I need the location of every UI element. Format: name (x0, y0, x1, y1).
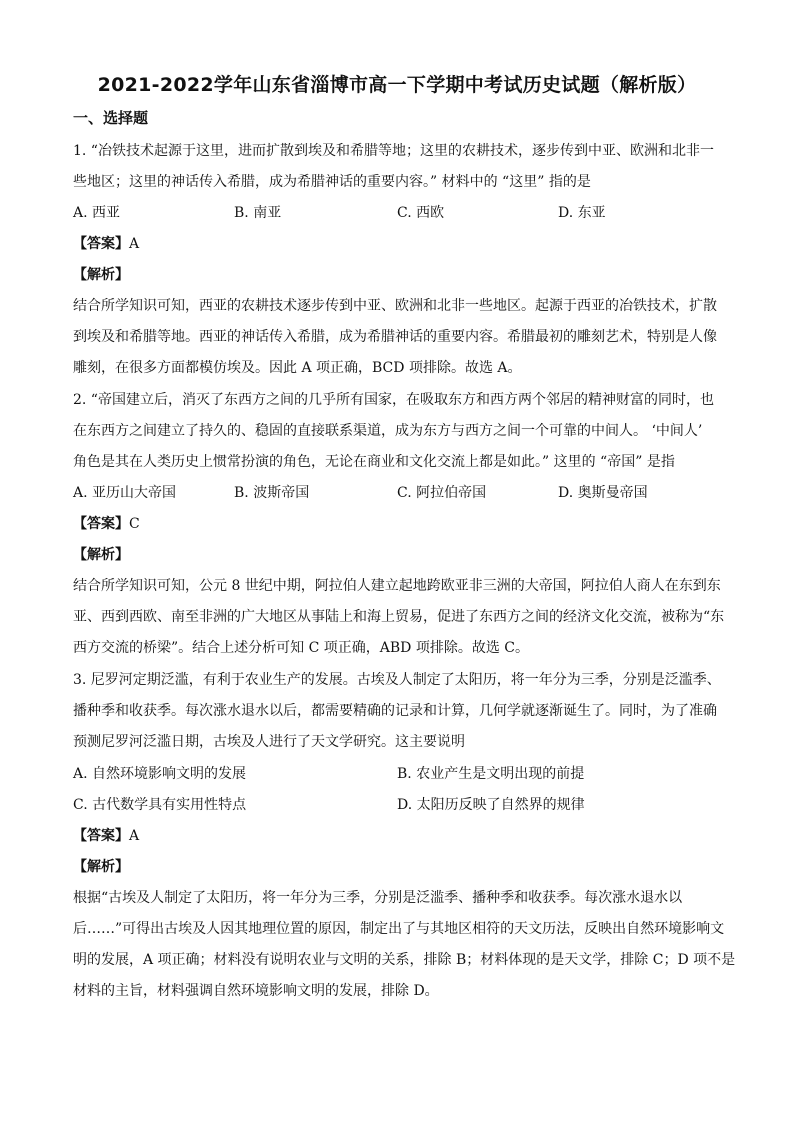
question-2-analysis-line-2: 亚、西到西欧、南至非洲的广大地区从事陆上和海上贸易，促进了东西方之间的经济文化交流，被称为“东 (73, 609, 725, 625)
answer-value: C (129, 516, 140, 532)
question-3-analysis-line-2: 后……”可得出古埃及人因其地理位置的原因，制定出了与其地区相符的天文历法，反映出自然环境影响文 (73, 921, 725, 937)
question-2-stem-line-2: 在东西方之间建立了持久的、稳固的直接联系渠道，成为东方与西方之间一个可靠的中间人。 ‘中间人’ (73, 423, 703, 439)
question-1-option-d: D. 东亚 (558, 205, 606, 221)
question-1-analysis-label: 【解析】 (73, 267, 129, 283)
question-2-analysis-label: 【解析】 (73, 547, 129, 563)
question-3-stem-line-3: 预测尼罗河泛滥日期，古埃及人进行了天文学研究。这主要说明 (73, 734, 465, 750)
question-2-analysis-line-3: 西方交流的桥梁”。结合上述分析可知 C 项正确，ABD 项排除。故选 C。 (73, 640, 530, 656)
question-1-answer (73, 235, 139, 253)
answer-label: 【答案】 (73, 236, 129, 252)
question-3-option-a: A. 自然环境影响文明的发展 (73, 766, 247, 782)
page-title: 2021-2022学年山东省淄博市高一下学期中考试历史试题（解析版） (97, 74, 697, 96)
question-2-answer (73, 515, 140, 533)
question-1-analysis-line-1: 结合所学知识可知，西亚的农耕技术逐步传到中亚、欧洲和北非一些地区。起源于西亚的冶铁技术，扩散 (73, 298, 717, 314)
question-3-option-d: D. 太阳历反映了自然界的规律 (397, 797, 585, 813)
answer-label: 【答案】 (73, 516, 129, 532)
question-3-answer (73, 827, 139, 845)
question-2-stem-line-3: 角色是其在人类历史上惯常扮演的角色，无论在商业和文化交流上都是如此。” 这里的 “帝国” 是指 (73, 454, 675, 470)
question-3-option-c: C. 古代数学具有实用性特点 (73, 797, 247, 813)
question-1-option-c: C. 西欧 (397, 205, 445, 221)
question-1-analysis-line-2: 到埃及和希腊等地。西亚的神话传入希腊，成为希腊神话的重要内容。希腊最初的雕刻艺术，特别是人像 (73, 329, 717, 345)
question-2-stem-line-1: 2. “帝国建立后，消灭了东西方之间的几乎所有国家，在吸取东方和西方两个邻居的精神财富的同时，也 (73, 392, 714, 408)
question-2-analysis-line-1: 结合所学知识可知，公元 8 世纪中期，阿拉伯人建立起地跨欧亚非三洲的大帝国，阿拉伯人商人在东到东 (73, 578, 721, 594)
question-2-option-a: A. 亚历山大帝国 (73, 485, 177, 501)
answer-value: A (129, 236, 140, 252)
question-3-analysis-line-3: 明的发展，A 项正确；材料没有说明农业与文明的关系，排除 B；材料体现的是天文学，排除 C；D 项不是 (73, 952, 736, 968)
question-2-option-b: B. 波斯帝国 (234, 485, 310, 501)
answer-label: 【答案】 (73, 828, 129, 844)
question-3-analysis-line-4: 材料的主旨，材料强调自然环境影响文明的发展，排除 D。 (73, 983, 439, 999)
question-3-stem-line-1: 3. 尼罗河定期泛滥，有利于农业生产的发展。古埃及人制定了太阳历，将一年分为三季，分别是泛滥季、 (73, 672, 721, 688)
question-1-stem-line-1: 1. “冶铁技术起源于这里，进而扩散到埃及和希腊等地；这里的农耕技术，逐步传到中亚、欧洲和北非一 (73, 143, 714, 159)
question-3-option-b: B. 农业产生是文明出现的前提 (397, 766, 585, 782)
question-1-option-b: B. 南亚 (234, 205, 282, 221)
question-3-analysis-label: 【解析】 (73, 859, 129, 875)
question-2-option-d: D. 奥斯曼帝国 (558, 485, 648, 501)
answer-value: A (129, 828, 140, 844)
question-2-option-c: C. 阿拉伯帝国 (397, 485, 487, 501)
question-3-analysis-line-1: 根据“古埃及人制定了太阳历，将一年分为三季，分别是泛滥季、播种季和收获季。每次涨水退水以 (73, 890, 683, 906)
question-1-option-a: A. 西亚 (73, 205, 121, 221)
question-3-stem-line-2: 播种季和收获季。每次涨水退水以后，都需要精确的记录和计算，几何学就逐渐诞生了。同时，为了准确 (73, 703, 717, 719)
question-1-analysis-line-3: 雕刻，在很多方面都模仿埃及。因此 A 项正确，BCD 项排除。故选 A。 (73, 360, 522, 376)
question-1-stem-line-2: 些地区；这里的神话传入希腊，成为希腊神话的重要内容。” 材料中的 “这里” 指的是 (73, 174, 591, 190)
section-heading: 一、选择题 (73, 109, 149, 127)
